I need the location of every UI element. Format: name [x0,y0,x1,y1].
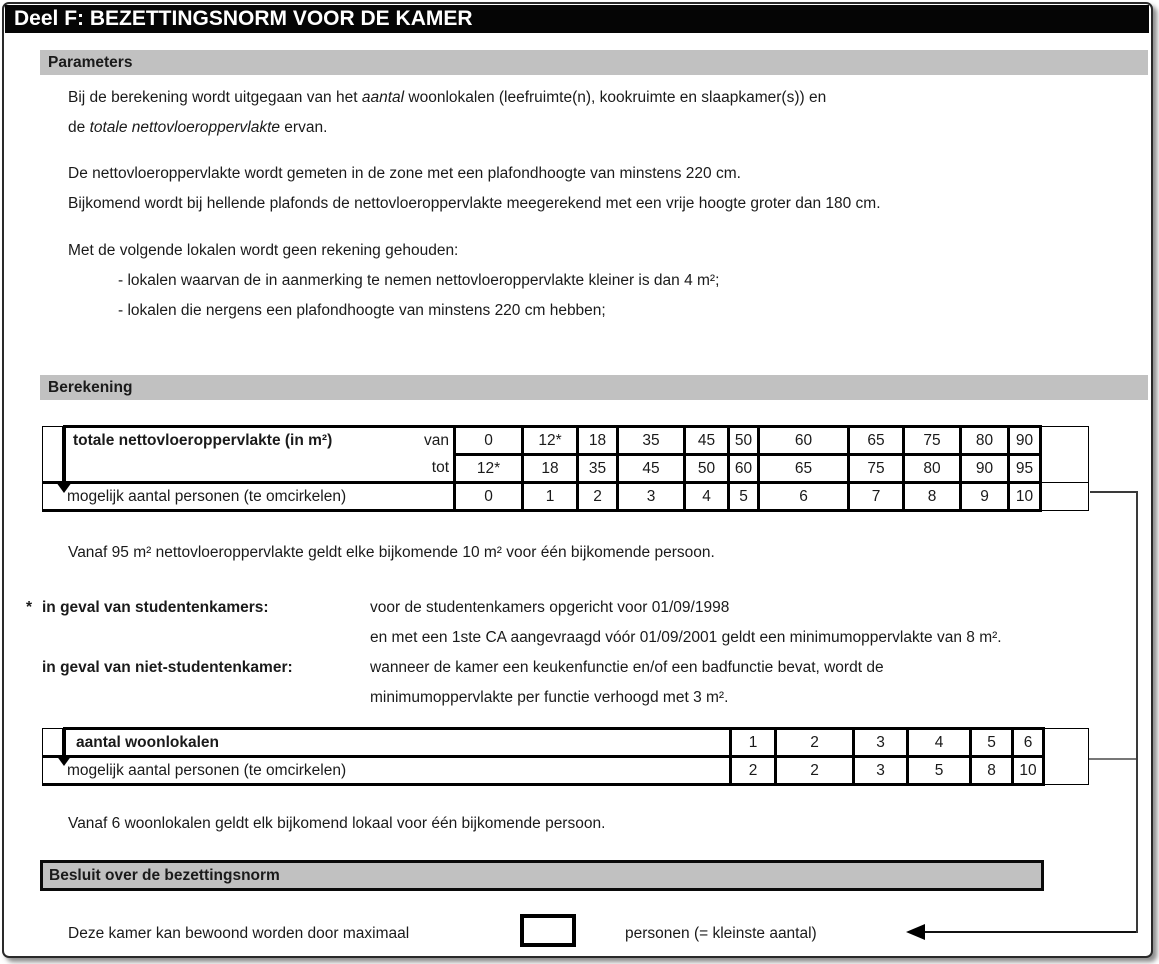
note-6: Vanaf 6 woonlokalen geldt elk bijkomend lokaal voor één bijkomende persoon. [68,815,606,832]
parameters-heading-bar [40,50,1148,75]
student-case-label: in geval van studentenkamers: [42,599,269,616]
surface-persons-option[interactable]: 4 [685,483,729,511]
surface-persons-option[interactable]: 0 [455,483,523,511]
surface-table-right-gutter-bottom [1041,483,1089,511]
note-95: Vanaf 95 m² nettovloeroppervlakte geldt elke bijkomende 10 m² voor één bijkomende persoon. [68,544,715,561]
surface-persons-label: mogelijk aantal personen (te omcirkelen) [43,483,455,511]
tot-value: 80 [904,455,961,483]
parameters-paragraph3-intro: Met de volgende lokalen wordt geen rekening gehouden: [68,242,459,259]
parameters-bullet-1: - lokalen waarvan de in aanmerking te nemen nettovloeroppervlakte kleiner is dan 4 m²; [118,272,720,289]
tot-value: 90 [961,455,1009,483]
rooms-count: 1 [731,729,776,757]
parameters-paragraph1-line2 [68,118,327,138]
rooms-table-grid [42,727,1089,786]
tot-value: 65 [759,455,849,483]
tot-value: 12* [455,455,523,483]
tot-value: 60 [729,455,759,483]
student-case-text-2: en met een 1ste CA aangevraagd vóór 01/09/2001 geldt een minimumoppervlakte van 8 m². [370,629,1002,646]
parameters-paragraph1-line1 [68,88,826,108]
berekening-heading-bar [40,375,1148,400]
van-value: 12* [523,427,578,455]
tot-value: 35 [578,455,618,483]
parameters-heading: Parameters [48,54,133,71]
tot-label: tot [431,458,449,476]
p1-pre: Bij de berekening wordt uitgegaan van het [68,89,362,106]
surface-persons-option[interactable]: 6 [759,483,849,511]
tot-value: 75 [849,455,904,483]
van-value: 35 [618,427,685,455]
rooms-count: 2 [776,729,854,757]
surface-persons-option[interactable]: 7 [849,483,904,511]
rooms-table [42,727,1088,783]
tot-value: 18 [523,455,578,483]
rooms-table-label: aantal woonlokalen [65,729,731,757]
p1b-post: ervan. [280,119,328,136]
conclusion-text-pre: Deze kamer kan bewoond worden door maximaal [68,925,410,942]
non-student-case-text-1: wanneer de kamer een keukenfunctie en/of een badfunctie bevat, wordt de [370,659,884,676]
section-title-bar [5,5,1149,33]
surface-persons-option[interactable]: 1 [523,483,578,511]
rooms-persons-option[interactable]: 8 [971,757,1013,785]
surface-persons-option[interactable]: 5 [729,483,759,511]
surface-table-grid [42,425,1089,512]
rooms-count: 3 [854,729,908,757]
asterisk-marker: * [26,599,33,616]
tot-value: 95 [1009,455,1041,483]
rooms-persons-label: mogelijk aantal personen (te omcirkelen) [43,757,731,785]
van-value: 50 [729,427,759,455]
surface-persons-option[interactable]: 3 [618,483,685,511]
surface-table-label: totale nettovloeroppervlakte (in m²) [73,432,333,450]
p1b-italic: totale nettovloeroppervlakte [89,119,280,136]
left-arrow-icon [906,924,925,940]
conclusion-text-post: personen (= kleinste aantal) [625,925,817,942]
rooms-persons-option[interactable]: 3 [854,757,908,785]
van-value: 18 [578,427,618,455]
van-value: 90 [1009,427,1041,455]
down-arrow-icon [62,729,65,756]
van-value: 45 [685,427,729,455]
connector-line-surface [1090,491,1136,493]
rooms-persons-option[interactable]: 2 [731,757,776,785]
parameters-bullet-2: - lokalen die nergens een plafondhoogte van minstens 220 cm hebben; [118,302,606,319]
rooms-table-right-gutter [1044,729,1089,785]
besluit-heading: Besluit over de bezettingsnorm [49,867,280,884]
surface-table-tot-cell [65,455,455,483]
surface-persons-option[interactable]: 2 [578,483,618,511]
van-value: 75 [904,427,961,455]
berekening-heading: Berekening [48,379,133,396]
van-value: 0 [455,427,523,455]
down-arrow-icon [56,482,72,493]
rooms-persons-option[interactable]: 2 [776,757,854,785]
rooms-count: 4 [908,729,971,757]
van-value: 60 [759,427,849,455]
connector-line-bottom [924,931,1136,933]
p1-italic: aantal [361,89,405,106]
tot-value: 50 [685,455,729,483]
besluit-heading-bar [40,860,1044,891]
connector-line-vertical [1136,491,1138,933]
max-persons-input-box[interactable] [520,914,576,947]
rooms-persons-option[interactable]: 10 [1013,757,1044,785]
tot-value: 45 [618,455,685,483]
surface-table [42,425,1088,509]
surface-persons-option[interactable]: 9 [961,483,1009,511]
van-value: 65 [849,427,904,455]
surface-table-right-gutter [1041,427,1089,483]
rooms-persons-option[interactable]: 5 [908,757,971,785]
p1b-pre: de [68,119,90,136]
student-case-text-1: voor de studentenkamers opgericht voor 01/09/1998 [370,599,730,616]
surface-persons-option[interactable]: 8 [904,483,961,511]
van-value: 80 [961,427,1009,455]
down-arrow-icon [62,427,65,483]
rooms-count: 5 [971,729,1013,757]
surface-table-label-cell [65,427,455,455]
p1-post: woonlokalen (leefruimte(n), kookruimte en slaapkamer(s)) en [404,89,827,106]
surface-persons-option[interactable]: 10 [1009,483,1041,511]
parameters-paragraph2-line1: De nettovloeroppervlakte wordt gemeten in de zone met een plafondhoogte van minstens 220 cm. [68,165,741,182]
non-student-case-text-2: minimumoppervlakte per functie verhoogd met 3 m². [370,689,729,706]
connector-line-rooms [1089,758,1136,760]
rooms-count: 6 [1013,729,1044,757]
page-title: Deel F: BEZETTINGSNORM VOOR DE KAMER [14,7,473,30]
van-label: van [424,432,449,450]
non-student-case-label: in geval van niet-studentenkamer: [42,659,293,676]
down-arrow-icon [56,755,72,766]
parameters-paragraph2-line2: Bijkomend wordt bij hellende plafonds de nettovloeroppervlakte meegerekend met een vrije hoogte groter dan 180 cm. [68,195,881,212]
